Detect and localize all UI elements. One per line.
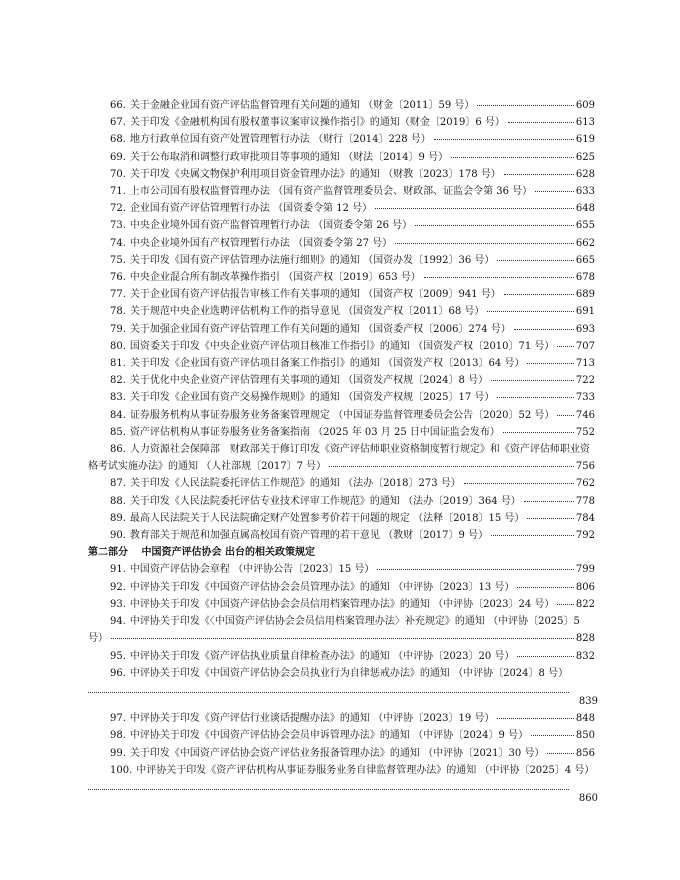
toc-entry-leader [535, 191, 574, 192]
toc-entry-leader [508, 122, 574, 123]
toc-entry-leader [424, 277, 574, 278]
toc-entry-page: 839 [578, 695, 598, 707]
toc-entry-page: 722 [575, 375, 595, 387]
toc-entry-title: 关于印发《人民法院委托评估工作规范》的通知 （法办〔2018〕273 号） [129, 478, 461, 490]
toc-entry[interactable] [88, 579, 598, 596]
toc-entry[interactable] [88, 710, 598, 727]
toc-entry-title: 中评协关于印发《资产评估机构从事证券服务业务自律监督管理办法》的通知 （中评协〔2025〕4 号） [136, 764, 595, 776]
toc-entry[interactable] [88, 252, 598, 269]
toc-entry[interactable] [88, 389, 598, 406]
toc-entry-title: 中央企业混合所有制改革操作指引 （国资产权〔2019〕653 号） [129, 272, 421, 284]
toc-entry-leader [329, 466, 574, 467]
toc-entry-leader [111, 638, 574, 639]
toc-entry-title: 关于印发《企业国有资产评估项目备案工作指引》的通知 （国资发产权〔2013〕64 号） [129, 358, 525, 370]
toc-entry-leader [491, 535, 574, 536]
toc-entry-number: 90. [110, 530, 126, 542]
toc-entry-page: 792 [575, 530, 595, 542]
toc-entry-page: 784 [575, 512, 595, 524]
toc-entry-leader [531, 735, 574, 736]
toc-entry-title: 关于规范中央企业选聘评估机构工作的指导意见 （国资发产权〔2011〕68 号） [129, 306, 485, 318]
toc-entry[interactable] [88, 235, 598, 252]
toc-entry-page: 799 [575, 564, 595, 576]
toc-entry[interactable] [88, 441, 598, 475]
toc-entry-page: 693 [575, 323, 595, 335]
toc-entry[interactable] [88, 665, 598, 710]
toc-entry-page: 856 [575, 747, 595, 759]
toc-entry-number: 83. [110, 392, 126, 404]
toc-entry[interactable] [88, 648, 598, 665]
toc-entry[interactable] [88, 372, 598, 389]
toc-entry-leader [504, 294, 574, 295]
toc-entry-title: 教育部关于规范和加强直属高校国有资产管理的若干意见 （教财〔2017〕9 号） [129, 530, 489, 542]
toc-entry-number: 81. [110, 358, 126, 370]
toc-entry[interactable] [88, 200, 598, 217]
toc-entry-number: 87. [110, 478, 126, 490]
toc-entry-leader [527, 518, 573, 519]
toc-entry-title: 中评协关于印发《资产评估执业质量自律检查办法》的通知 （中评协〔2023〕20 号） [129, 650, 515, 662]
toc-entry-title: 中央企业境外国有资产监督管理暂行办法 （国资委令第 26 号） [129, 220, 413, 232]
toc-entry-number: 96. [110, 667, 126, 679]
toc-entry[interactable] [88, 131, 598, 148]
toc-entry-leader [415, 225, 574, 226]
toc-entry-page: 752 [575, 426, 595, 438]
toc-entry-title: 关于印发《央属文物保护利用项目资金管理办法》的通知 （财教〔2023〕178 号） [129, 168, 501, 180]
toc-entry-number: 74. [110, 237, 126, 249]
toc-entry-number: 97. [110, 713, 126, 725]
toc-entry-title: 中评协关于印发《资产评估行业谈话提醒办法》的通知 （中评协〔2023〕19 号） [129, 713, 495, 725]
toc-entry[interactable] [88, 183, 598, 200]
toc-entry[interactable] [88, 493, 598, 510]
toc-entry-title: 关于企业国有资产评估报告审核工作有关事项的通知 （国资产权〔2009〕941 号） [129, 289, 501, 301]
toc-entry-leader [375, 208, 574, 209]
toc-entry-title: 中评协关于印发《中国资产评估协会会员信用档案管理办法》的通知 （中评协〔2023〕24 号） [129, 598, 555, 610]
toc-entry[interactable] [88, 286, 598, 303]
toc-entry-leader [497, 718, 573, 719]
toc-entry-page: 713 [575, 358, 595, 370]
toc-entry-number: 68. [110, 134, 126, 146]
toc-entry-page: 691 [575, 306, 595, 318]
toc-entry[interactable] [88, 355, 598, 372]
toc-entry-number: 94. [110, 616, 126, 628]
toc-entry[interactable] [88, 596, 598, 613]
toc-entry[interactable] [88, 269, 598, 286]
toc-entry-title: 中国资产评估协会章程 （中评协公告〔2023〕15 号） [129, 564, 375, 576]
toc-entry-leader [88, 789, 569, 790]
toc-entry-page: 689 [575, 289, 595, 301]
toc-entry-leader [377, 569, 573, 570]
toc-entry[interactable] [88, 149, 598, 166]
toc-entry-title: 关于印发《企业国有资产交易操作规则》的通知 （国资发产权规〔2025〕17 号） [129, 392, 495, 404]
toc-entry-page: 828 [575, 633, 595, 645]
toc-entry[interactable] [88, 217, 598, 234]
toc-entry-number: 98. [110, 730, 126, 742]
toc-entry-title: 企业国有资产评估管理暂行办法 （国资委令第 12 号） [129, 203, 373, 215]
toc-entry-leader [524, 501, 574, 502]
toc-entry-number: 76. [110, 272, 126, 284]
toc-entry-number: 79. [110, 323, 126, 335]
toc-entry-number: 86. [110, 444, 126, 456]
toc-entry-page: 678 [575, 272, 595, 284]
toc-entry[interactable] [88, 745, 598, 762]
toc-entry-number: 82. [110, 375, 126, 387]
section-title: 第二部分 中国资产评估协会 出台的相关政策规定 [88, 547, 315, 559]
toc-entry-leader [514, 329, 574, 330]
toc-entry[interactable] [88, 613, 598, 647]
toc-entry-leader [487, 311, 573, 312]
toc-entry-title: 关于印发《金融机构国有股权董事议案审议操作指引》的通知（财金〔2019〕6 号） [129, 117, 505, 129]
toc-entry-number: 72. [110, 203, 126, 215]
toc-entry-title: 关于优化中央企业资产评估管理有关事项的通知 （国资发产权规〔2024〕8 号） [129, 375, 489, 387]
toc-entry-title: 人力资源社会保障部 财政部关于修订印发《资产评估师职业资格制度暂行规定》和《资产评估师职业资格考试实施办法》的通知 （人社部规〔2017〕7 号） [88, 444, 590, 473]
toc-entry-title: 中评协关于印发《〈中国资产评估协会会员信用档案管理办法〉补充规定》的通知 （中评协〔2025〕5 号） [88, 616, 580, 645]
toc-entry-title: 关于印发《国有资产评估管理办法施行细则》的通知 （国资办发〔1992〕36 号） [129, 254, 495, 266]
toc-entry-title: 证券服务机构从事证券服务业务备案管理规定 （中国证券监督管理委员会公告〔2020〕52 号） [129, 409, 555, 421]
toc-entry-leader [434, 139, 574, 140]
toc-entry-number: 78. [110, 306, 126, 318]
toc-entry-page: 746 [575, 409, 595, 421]
toc-entry[interactable] [88, 762, 598, 807]
toc-entry-title: 国资委关于印发《中央企业资产评估项目核准工作指引》的通知 （国资发产权〔2010〕71 号） [129, 340, 555, 352]
toc-entry-number: 77. [110, 289, 126, 301]
toc-entry-leader [504, 174, 574, 175]
toc-entry-page: 762 [575, 478, 595, 490]
toc-entry-leader [503, 432, 574, 433]
toc-entry-title: 中评协关于印发《中国资产评估协会会员申诉管理办法》的通知 （中评协〔2024〕9 号） [129, 730, 529, 742]
table-of-contents [88, 97, 598, 807]
toc-entry-page: 733 [575, 392, 595, 404]
toc-entry-page: 848 [575, 713, 595, 725]
toc-entry-page: 628 [575, 168, 595, 180]
toc-entry-title: 中评协关于印发《中国资产评估协会会员执业行为自律惩戒办法》的通知 （中评协〔2024〕8 号） [129, 667, 569, 679]
toc-entry-number: 71. [110, 186, 126, 198]
toc-entry[interactable] [88, 97, 598, 114]
toc-entry-leader [557, 415, 573, 416]
toc-entry-leader [395, 243, 574, 244]
toc-entry-number: 99. [110, 747, 126, 759]
toc-part-1 [88, 97, 598, 544]
toc-entry-number: 69. [110, 151, 126, 163]
toc-entry-number: 100. [110, 764, 133, 776]
toc-entry-page: 648 [575, 203, 595, 215]
toc-entry-page: 860 [578, 792, 598, 804]
toc-entry-leader [491, 380, 574, 381]
toc-entry-page: 613 [575, 117, 595, 129]
toc-entry-title: 关于金融企业国有资产评估监督管理有关问题的通知 （财金〔2011〕59 号） [129, 100, 475, 111]
toc-entry-number: 89. [110, 512, 126, 524]
toc-entry-title: 中央企业境外国有产权管理暂行办法 （国资委令第 27 号） [129, 237, 393, 249]
toc-entry-number: 73. [110, 220, 126, 232]
toc-entry-number: 80. [110, 340, 126, 352]
toc-entry-title: 关于印发《中国资产评估协会资产评估业务报备管理办法》的通知 （中评协〔2021〕30 号） [129, 747, 545, 759]
toc-entry-leader [464, 483, 574, 484]
toc-entry-page: 850 [575, 730, 595, 742]
toc-entry-number: 92. [110, 581, 126, 593]
toc-part-2 [88, 561, 598, 807]
toc-entry[interactable] [88, 510, 598, 527]
toc-entry-page: 633 [575, 186, 595, 198]
toc-entry-page: 756 [575, 461, 595, 473]
toc-entry-title: 关于公布取消和调整行政审批项目等事项的通知 （财法〔2014〕9 号） [129, 151, 449, 163]
toc-entry-leader [497, 260, 573, 261]
toc-entry[interactable] [88, 727, 598, 744]
toc-entry-page: 625 [575, 151, 595, 163]
toc-entry[interactable] [88, 407, 598, 424]
toc-entry-number: 93. [110, 598, 126, 610]
toc-entry-number: 84. [110, 409, 126, 421]
toc-entry-leader [477, 105, 573, 106]
toc-entry-title: 关于印发《人民法院委托评估专业技术评审工作规范》的通知 （法办〔2019〕364 号） [129, 495, 521, 507]
toc-entry-leader [451, 157, 574, 158]
toc-entry-page: 707 [575, 340, 595, 352]
toc-entry-leader [557, 604, 573, 605]
toc-entry-leader [497, 397, 573, 398]
toc-entry[interactable] [88, 561, 598, 578]
toc-entry-page: 806 [575, 581, 595, 593]
toc-entry[interactable] [88, 166, 598, 183]
toc-entry-title: 上市公司国有股权监督管理办法 （国有资产监督管理委员会、财政部、证监会令第 36 号） [129, 186, 533, 198]
toc-entry[interactable] [88, 303, 598, 320]
toc-entry-page: 778 [575, 495, 595, 507]
toc-entry-leader [88, 692, 569, 693]
toc-entry-leader [517, 656, 573, 657]
toc-entry-title: 关于加强企业国有资产评估管理工作有关问题的通知 （国资委产权〔2006〕274 号） [129, 323, 511, 335]
toc-entry[interactable] [88, 475, 598, 492]
toc-entry[interactable] [88, 114, 598, 131]
toc-entry[interactable] [88, 527, 598, 544]
toc-entry-page: 832 [575, 650, 595, 662]
toc-entry-leader [517, 587, 573, 588]
toc-entry-leader [557, 346, 573, 347]
toc-entry[interactable] [88, 321, 598, 338]
toc-entry-title: 地方行政单位国有资产处置管理暂行办法 （财行〔2014〕228 号） [129, 134, 431, 146]
toc-entry-title: 最高人民法院关于人民法院确定财产处置参考价若干问题的规定 （法释〔2018〕15 号） [129, 512, 525, 524]
toc-entry[interactable] [88, 338, 598, 355]
toc-entry-number: 67. [110, 117, 126, 129]
toc-entry-page: 619 [575, 134, 595, 146]
toc-entry-page: 662 [575, 237, 595, 249]
toc-entry-title: 中评协关于印发《中国资产评估协会会员管理办法》的通知 （中评协〔2023〕13 号） [129, 581, 515, 593]
toc-entry-leader [527, 363, 573, 364]
toc-entry-page: 822 [575, 598, 595, 610]
toc-entry-page: 665 [575, 254, 595, 266]
toc-entry-number: 88. [110, 495, 126, 507]
toc-entry[interactable] [88, 424, 598, 441]
toc-entry-page: 609 [575, 100, 595, 111]
toc-entry-title: 资产评估机构从事证券服务业务备案指南 （2025 年 03 月 25 日中国证监会发布） [129, 426, 500, 438]
toc-entry-number: 75. [110, 254, 126, 266]
toc-entry-leader [547, 753, 573, 754]
toc-entry-page: 655 [575, 220, 595, 232]
toc-entry-number: 70. [110, 168, 126, 180]
toc-entry-number: 91. [110, 564, 126, 576]
toc-entry-number: 66. [110, 100, 126, 111]
toc-entry-number: 85. [110, 426, 126, 438]
toc-entry-number: 95. [110, 650, 126, 662]
